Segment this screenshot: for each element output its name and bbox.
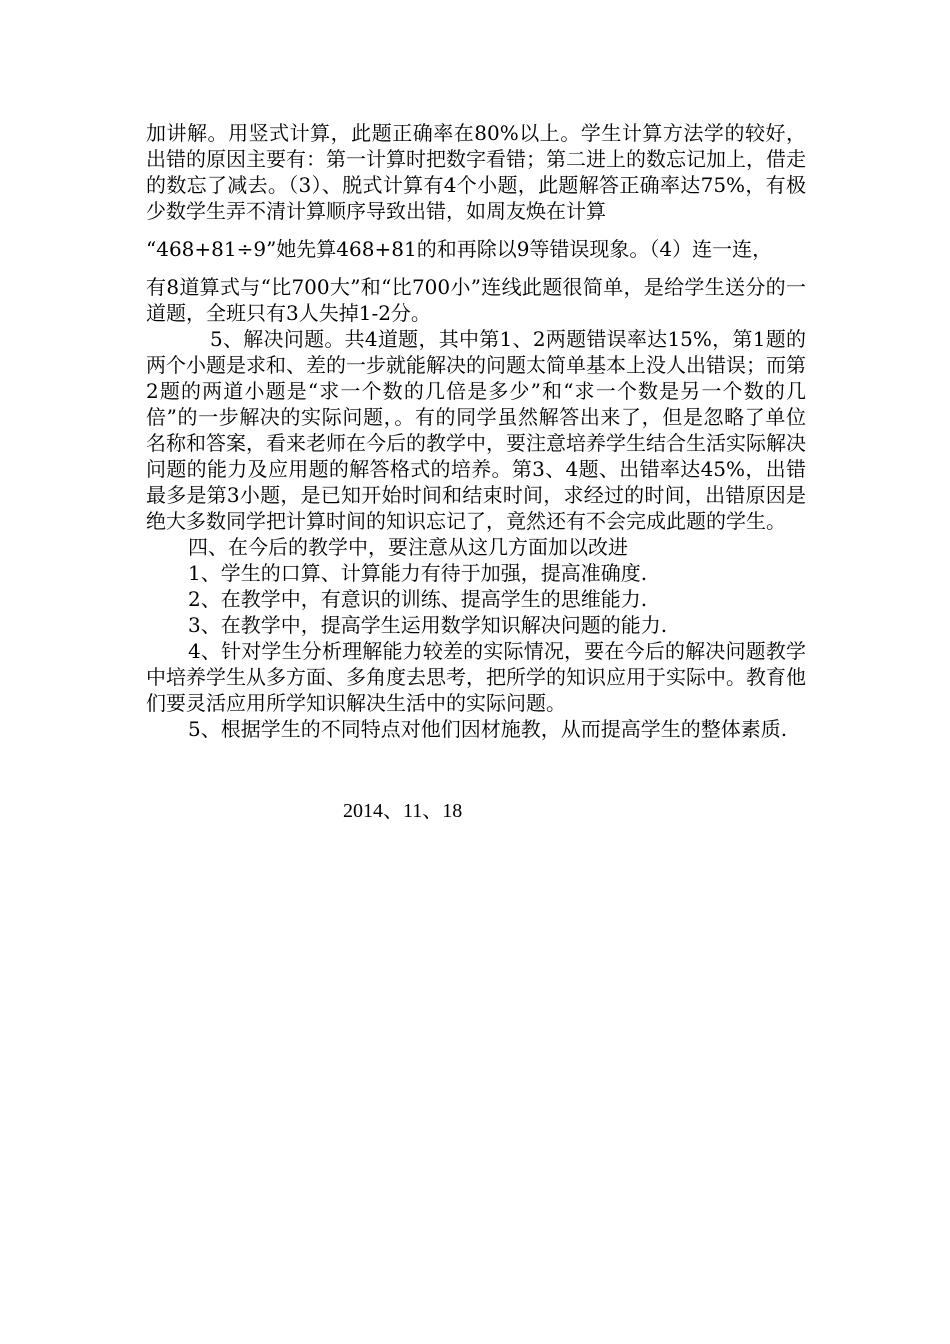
improvement-item-3: 3、在教学中，提高学生运用数学知识解决问题的能力. [188,613,668,637]
paragraph-calculation-example: “468+81÷9”她先算468+81的和再除以9等错误现象。（4）连一连， [146,237,773,261]
paragraph-matching-analysis: 有8道算式与“比700大”和“比700小”连线此题很简单，是给学生送分的一道题，全班只有3人失掉1-2分。 [146,275,806,325]
paragraph-calculation-analysis: 加讲解。用竖式计算，此题正确率在80%以上。学生计算方法学的较好，出错的原因主要有：第一计算时把数字看错；第二进上的数忘记加上，借走的数忘了减去。（3）、脱式计算有4个小题，此题解答正确率达75%，有极少数学生弄不清计算顺序导致出错，如周友焕在计算 [146,121,806,223]
improvement-item-5: 5、根据学生的不同特点对他们因材施教，从而提高学生的整体素质. [188,717,788,741]
section-heading-improvements: 四、在今后的教学中，要注意从这几方面加以改进 [188,535,628,559]
document-date: 2014、11、18 [343,800,463,822]
improvement-item-4: 4、针对学生分析理解能力较差的实际情况，要在今后的解决问题教学中培养学生从多方面、多角度去思考，把所学的知识应用于实际中。教育他们要灵活应用所学知识解决生活中的实际问题。 [146,639,806,715]
paragraph-problem-solving: 5、解决问题。共4道题，其中第1、2两题错误率达15%，第1题的两个小题是求和、差的一步就能解决的问题太简单基本上没人出错误；而第2题的两道小题是“求一个数的几倍是多少”和“求一个数是另一个数的几倍”的一步解决的实际问题，。有的同学虽然解答出来了，但是忽略了单位名称和答案，看来老师在今后的教学中，要注意培养学生结合生活实际解决问题的能力及应用题的解答格式的培养。第3、4题、出错率达45%，出错最多是第3小题，是已知开始时间和结束时间，求经过的时间，出错原因是绝大多数同学把计算时间的知识忘记了，竟然还有不会完成此题的学生。 [146,327,806,533]
improvement-item-1: 1、学生的口算、计算能力有待于加强，提高准确度. [188,561,648,585]
document-body [146,120,806,742]
improvement-item-2: 2、在教学中，有意识的训练、提高学生的思维能力. [188,587,648,611]
